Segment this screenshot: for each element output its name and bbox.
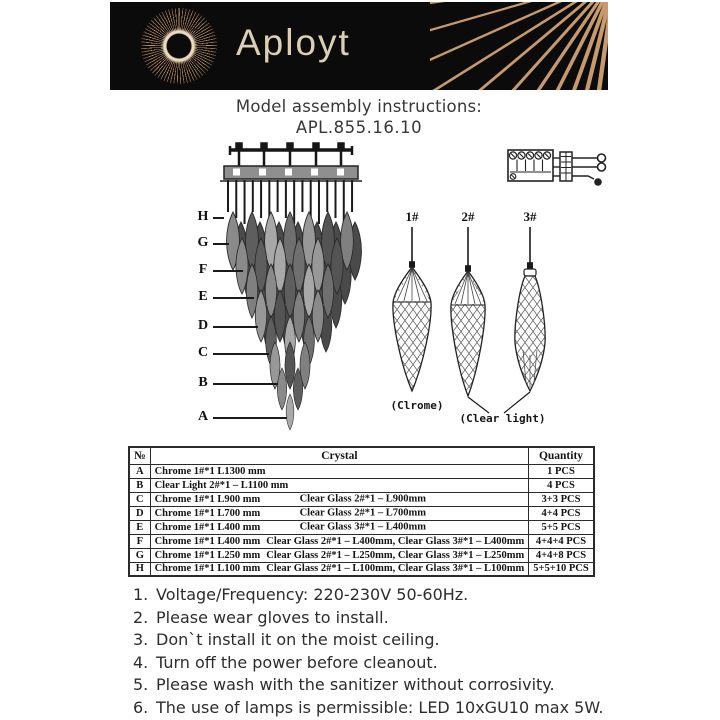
crystal-cell bbox=[150, 562, 529, 576]
model-number: APL.855.16.10 bbox=[295, 118, 423, 137]
crystal-cell bbox=[150, 520, 529, 534]
pendant-1-chrome bbox=[393, 267, 431, 391]
level-label-f: F bbox=[198, 262, 208, 277]
crystal-cell bbox=[150, 548, 529, 562]
quantity-cell: 4+4 PCS bbox=[529, 506, 594, 520]
crystal-spec-2: Clear Glass 2#*1 – L900mm bbox=[299, 493, 426, 505]
pendant-2-clear bbox=[451, 271, 485, 396]
crystal-cell bbox=[150, 534, 529, 548]
pendant-3-clear bbox=[515, 269, 545, 391]
ground-terminal-icon bbox=[594, 178, 602, 186]
crystal-spec: Chrome 1#*1 L100 mm bbox=[154, 563, 261, 575]
level-leader-line bbox=[213, 383, 278, 385]
pendant-id-label: 1# bbox=[405, 209, 419, 224]
clear-light-caption: (Clear light) bbox=[459, 412, 546, 425]
level-label-b: B bbox=[198, 375, 208, 390]
level-label-g: G bbox=[197, 235, 209, 250]
row-letter: D bbox=[129, 506, 150, 520]
quantity-cell: 4+4+8 PCS bbox=[529, 548, 594, 562]
instruction-number: 6. bbox=[133, 697, 149, 717]
hanger-stubs bbox=[237, 144, 344, 167]
level-label-a: A bbox=[197, 409, 209, 424]
crystal-table-body bbox=[129, 464, 594, 576]
instruction-text: Voltage/Frequency: 220-230V 50-60Hz. bbox=[156, 585, 469, 604]
crystal-cell bbox=[150, 492, 529, 506]
col-header-number: № bbox=[129, 447, 150, 464]
crystal-spec: Chrome 1#*1 L900 mm bbox=[154, 493, 261, 505]
ring-terminal-icon bbox=[598, 154, 606, 162]
instruction-item bbox=[133, 675, 603, 694]
instruction-item bbox=[133, 608, 603, 627]
instruction-item bbox=[133, 653, 603, 672]
level-leader-line bbox=[213, 297, 254, 299]
table-row bbox=[129, 464, 594, 478]
table-row bbox=[129, 562, 594, 576]
instruction-number: 5. bbox=[133, 675, 149, 694]
crystal-spec-2: Clear Glass 2#*1 – L250mm, Clear Glass 3#*1 – L250mm bbox=[266, 549, 525, 561]
instruction-text: Please wear gloves to install. bbox=[156, 607, 389, 627]
crystal-cell bbox=[150, 464, 529, 478]
chrome-caption: (Clrome) bbox=[390, 399, 444, 412]
pendant-id-label: 3# bbox=[523, 209, 537, 224]
quantity-cell: 4 PCS bbox=[529, 478, 594, 492]
ring-terminal-icon bbox=[598, 163, 606, 171]
crystal-spec-2: Clear Glass 3#*1 – L400mm bbox=[299, 521, 426, 533]
table-row bbox=[129, 534, 594, 548]
rays-decoration-icon bbox=[430, 2, 608, 90]
title-block bbox=[110, 97, 608, 137]
table-row bbox=[129, 492, 594, 506]
crystal-cell bbox=[150, 506, 529, 520]
level-label-d: D bbox=[197, 318, 209, 333]
page-title: Model assembly instructions: bbox=[235, 97, 483, 116]
row-letter: G bbox=[129, 548, 150, 562]
level-label-c: C bbox=[197, 345, 209, 360]
crystal-spec: Chrome 1#*1 L400 mm bbox=[154, 535, 261, 547]
instruction-list bbox=[133, 585, 603, 720]
instruction-text: Don`t install it on the moist ceiling. bbox=[156, 630, 440, 649]
sunburst-logo-icon bbox=[141, 8, 217, 84]
instruction-text: The use of lamps is permissible: LED 10xGU10 max 5W. bbox=[156, 697, 604, 717]
quantity-cell: 1 PCS bbox=[529, 464, 594, 478]
row-letter: C bbox=[129, 492, 150, 506]
table-row bbox=[129, 520, 594, 534]
crystal-parts-table bbox=[128, 446, 595, 577]
quantity-cell: 3+3 PCS bbox=[529, 492, 594, 506]
instruction-number: 2. bbox=[133, 607, 149, 627]
row-letter: A bbox=[129, 464, 150, 478]
instruction-number: 1. bbox=[133, 585, 149, 604]
instruction-number: 3. bbox=[133, 630, 149, 649]
table-header-row bbox=[129, 447, 594, 464]
row-letter: B bbox=[129, 478, 150, 492]
crystal-spec: Chrome 1#*1 L250 mm bbox=[154, 549, 261, 561]
quantity-cell: 4+4+4 PCS bbox=[529, 534, 594, 548]
instruction-item bbox=[133, 585, 603, 604]
crystal-spec: Chrome 1#*1 L700 mm bbox=[154, 507, 261, 519]
crystal-spec: Chrome 1#*1 L400 mm bbox=[154, 521, 261, 533]
col-header-crystal: Crystal bbox=[150, 447, 529, 464]
crystal-spec: Chrome 1#*1 L1300 mm bbox=[154, 465, 266, 477]
brand-name: Aployt bbox=[236, 22, 351, 63]
table-row bbox=[129, 506, 594, 520]
instruction-text: Turn off the power before cleanout. bbox=[156, 652, 438, 672]
level-leader-line bbox=[213, 243, 229, 245]
crystal-spec-2: Clear Glass 2#*1 – L100mm, Clear Glass 3#*1 – L100mm bbox=[266, 563, 525, 575]
pendant-id-label: 2# bbox=[461, 209, 475, 224]
instruction-item bbox=[133, 698, 603, 717]
wiring-diagram bbox=[500, 145, 615, 193]
brand-header bbox=[110, 2, 608, 90]
crystal-cascade bbox=[227, 212, 362, 430]
level-leader-line bbox=[213, 217, 224, 219]
row-letter: H bbox=[129, 562, 150, 576]
level-label-e: E bbox=[198, 289, 208, 304]
quantity-cell: 5+5+10 PCS bbox=[529, 562, 594, 576]
crystal-spec-2: Clear Glass 2#*1 – L700mm bbox=[299, 507, 426, 519]
level-label-h: H bbox=[197, 209, 209, 224]
quantity-cell: 5+5 PCS bbox=[529, 520, 594, 534]
crystal-spec-2: Clear Glass 2#*1 – L400mm, Clear Glass 3#*1 – L400mm bbox=[266, 535, 525, 547]
instruction-text: Please wash with the sanitizer without corrosivity. bbox=[156, 675, 555, 694]
level-leader-line bbox=[213, 326, 258, 328]
instruction-number: 4. bbox=[133, 652, 149, 672]
level-leader-line bbox=[213, 417, 287, 419]
row-letter: E bbox=[129, 520, 150, 534]
level-leader-line bbox=[213, 353, 269, 355]
crystal-spec: Clear Light 2#*1 – L1100 mm bbox=[154, 479, 289, 491]
col-header-quantity: Quantity bbox=[529, 447, 594, 464]
instruction-item bbox=[133, 630, 603, 649]
table-row bbox=[129, 548, 594, 562]
crystal-cell bbox=[150, 478, 529, 492]
row-letter: F bbox=[129, 534, 150, 548]
table-row bbox=[129, 478, 594, 492]
level-leader-line bbox=[213, 270, 243, 272]
